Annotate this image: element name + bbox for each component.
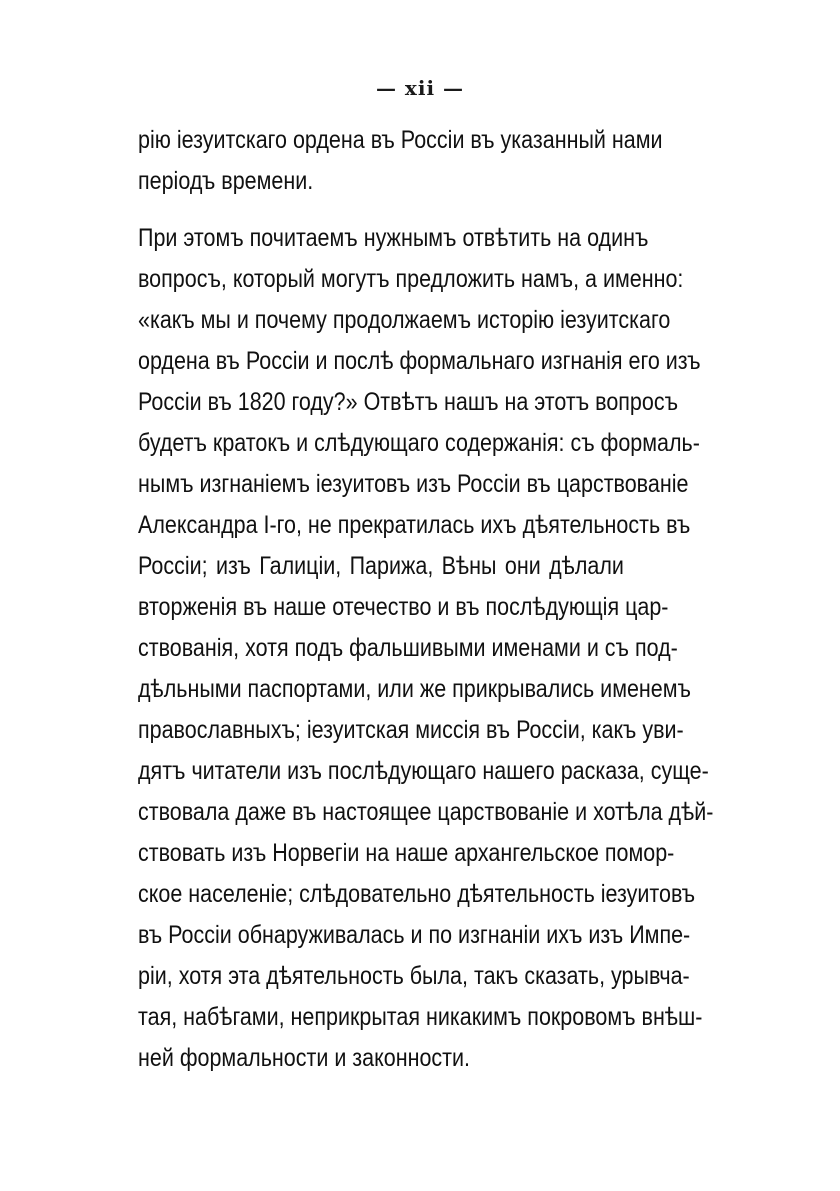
paragraph <box>138 120 663 202</box>
text-line: православныхъ; іезуитская миссія въ Россіи, какъ уви- <box>138 716 684 744</box>
page-number: — xii — <box>375 76 465 100</box>
text-line: тая, набѣгами, неприкрытая никакимъ покровомъ внѣш- <box>138 1003 703 1031</box>
text-line: нымъ изгнаніемъ іезуитовъ изъ Россіи въ царствованіе <box>138 470 689 498</box>
paragraph <box>138 218 714 1079</box>
text-line: Россіи въ 1820 году?» Отвѣтъ нашъ на этотъ вопросъ <box>138 388 679 416</box>
text-line: ское населеніе; слѣдовательно дѣятельность іезуитовъ <box>138 880 696 908</box>
text-line: въ Россіи обнаруживалась и по изгнаніи ихъ изъ Импе- <box>138 921 691 949</box>
text-line: ріи, хотя эта дѣятельность была, такъ сказать, урывча- <box>138 962 690 990</box>
text-line: ствовать изъ Норвегіи на наше архангельское помор- <box>138 839 675 867</box>
text-line: вторженія въ наше отечество и въ послѣдующія цар- <box>138 593 669 621</box>
text-line: рію іезуитскаго ордена въ Россіи въ указанный нами <box>138 126 663 154</box>
text-line: будетъ кратокъ и слѣдующаго содержанія: съ формаль- <box>138 429 700 457</box>
text-line: ствованія, хотя подъ фальшивыми именами и съ под- <box>138 634 678 662</box>
text-line: вопросъ, который могутъ предложить намъ, а именно: <box>138 265 684 293</box>
text-line: дятъ читатели изъ послѣдующаго нашего расказа, суще- <box>138 757 709 785</box>
text-line: дѣльными паспортами, или же прикрывались именемъ <box>138 675 691 703</box>
text-line: «какъ мы и почему продолжаемъ исторію іезуитскаго <box>138 306 671 334</box>
text-line: Александра І-го, не прекратилась ихъ дѣятельность въ <box>138 511 691 539</box>
text-line: При этомъ почитаемъ нужнымъ отвѣтить на одинъ <box>138 224 649 252</box>
text-line: періодъ времени. <box>138 167 314 195</box>
text-line: ствовала даже въ настоящее царствованіе и хотѣла дѣй- <box>138 798 714 826</box>
body-text <box>138 120 714 1079</box>
text-line: Россіи; изъ Галиціи, Парижа, Вѣны они дѣлали <box>138 552 624 580</box>
text-line: ордена въ Россіи и послѣ формальнаго изгнанія его изъ <box>138 347 701 375</box>
text-line: ней формальности и законности. <box>138 1044 471 1072</box>
